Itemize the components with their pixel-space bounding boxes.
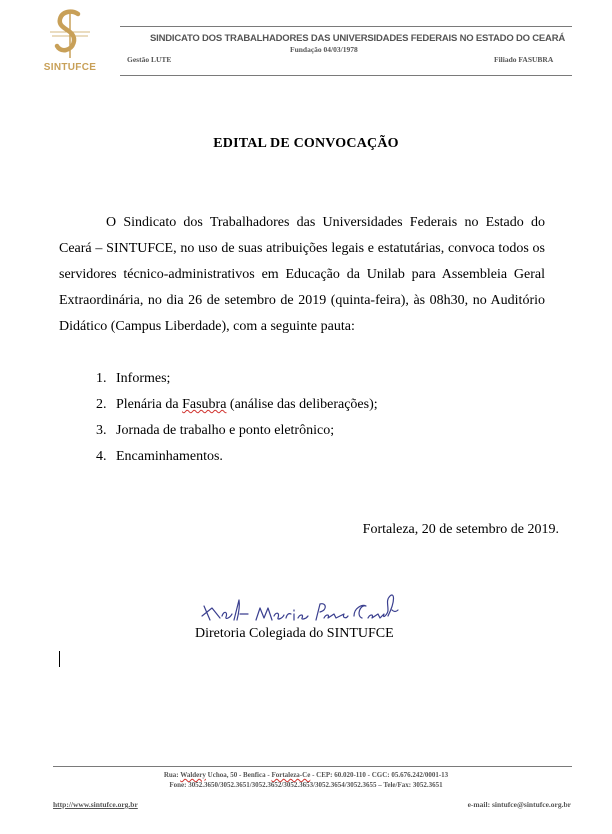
foundation-date: Fundação 04/03/1978 (290, 45, 358, 54)
affiliation-label: Filiado FASUBRA (494, 55, 554, 64)
signature-caption: Diretoria Colegiada do SINTUFCE (195, 626, 394, 641)
handwritten-signature (198, 590, 403, 631)
signature-icon (198, 590, 403, 626)
agenda-item: 3. Jornada de trabalho e ponto eletrônico; (96, 423, 335, 438)
agenda-item: 2. Plenária da Fasubra (análise das deliberações); (96, 397, 378, 412)
logo-emblem-icon (42, 8, 98, 60)
logo-text: SINTUFCE (43, 62, 97, 73)
website-link[interactable]: http://www.sintufce.org.br (53, 800, 138, 809)
agenda-item: 4. Encaminhamentos. (96, 449, 223, 464)
convocation-paragraph: O Sindicato dos Trabalhadores das Universidades Federais no Estado do Ceará – SINTUFCE, no uso de suas atribuições legais e estatutárias, convoca todos os servidores técnico-administrativos em Educação da Unilab para Assembleia Geral Extraordinária, no dia 26 de setembro de 2019 (quinta-feira), às 08h30, no Auditório Didático (Campus Liberdade), com a seguinte pauta: (59, 215, 545, 334)
footer-address: Rua: Waldery Uchoa, 50 - Benfica - Fortaleza-Ce - CEP: 60.020-110 - CGC: 05.676.242/0001-13 (163, 771, 449, 779)
document-title: EDITAL DE CONVOCAÇÃO (213, 136, 399, 151)
spellcheck-word: Fasubra (182, 397, 227, 412)
header-bottom-rule (120, 75, 572, 76)
place-date: Fortaleza, 20 de setembro de 2019. (362, 522, 559, 537)
footer-phones: Fone: 3052.3650/3052.3651/3052.3652/3052.3653/3052.3654/3052.3655 – Tele/Fax: 3052.3651 (169, 781, 443, 789)
sintufce-logo (42, 8, 98, 76)
union-name: SINDICATO DOS TRABALHADORES DAS UNIVERSIDADES FEDERAIS NO ESTADO DO CEARÁ (150, 33, 566, 44)
agenda-list (96, 366, 378, 470)
header-top-rule (120, 26, 572, 27)
management-label: Gestão LUTE (127, 55, 172, 64)
agenda-item: 1. Informes; (96, 371, 171, 386)
footer-rule (53, 766, 572, 767)
text-cursor (59, 651, 60, 667)
email-address: e-mail: sintufce@sintufce.org.br (467, 800, 571, 809)
